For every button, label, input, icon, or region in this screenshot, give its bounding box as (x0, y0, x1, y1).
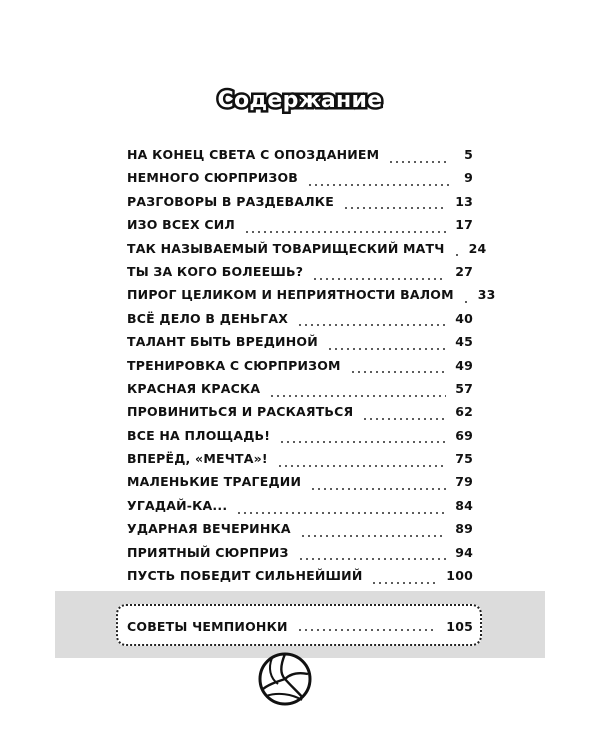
toc-row[interactable] (127, 287, 496, 310)
toc-page-number: 13 (455, 193, 473, 209)
toc-leader-dots (307, 184, 450, 186)
toc-leader-dots (310, 488, 446, 490)
toc-leader-dots (297, 324, 446, 326)
toc-page-number: 89 (455, 521, 473, 537)
toc-chapter-title: ВСЁ ДЕЛО В ДЕНЬГАХ (127, 310, 289, 326)
toc-chapter-title: ПРОВИНИТЬСЯ И РАСКАЯТЬСЯ (127, 404, 354, 420)
toc-row[interactable] (127, 451, 473, 474)
toc-row[interactable] (127, 498, 473, 521)
toc-leader-dots (298, 558, 447, 560)
toc-chapter-title: УГАДАЙ-КА... (127, 497, 228, 513)
toc-page-number: 49 (455, 357, 473, 373)
toc-page-number: 40 (455, 310, 473, 326)
toc-leader-dots (277, 465, 446, 467)
toc-leader-dots (269, 395, 446, 397)
toc-leader-dots (463, 301, 469, 303)
bonus-page-number: 105 (446, 619, 473, 634)
toc-page-number: 100 (446, 568, 473, 584)
toc-leader-dots (350, 371, 447, 373)
toc-leader-dots (297, 629, 438, 631)
toc-leader-dots (454, 254, 460, 256)
toc-page-number: 27 (455, 263, 473, 279)
toc-page-number: 9 (464, 170, 473, 186)
toc-page-number: 17 (455, 217, 473, 233)
toc-page-number: 62 (455, 404, 473, 420)
toc-page-number: 84 (455, 497, 473, 513)
toc-chapter-title: НЕМНОГО СЮРПРИЗОВ (127, 170, 298, 186)
toc-leader-dots (327, 348, 446, 350)
toc-row[interactable] (127, 381, 473, 404)
toc-page-number: 5 (464, 147, 473, 162)
toc-row[interactable] (127, 311, 473, 334)
bonus-chapter-title: СОВЕТЫ ЧЕМПИОНКИ (127, 619, 288, 634)
toc-chapter-title: ТРЕНИРОВКА С СЮРПРИЗОМ (127, 357, 341, 373)
toc-leader-dots (343, 207, 446, 209)
toc-row[interactable] (127, 334, 473, 357)
toc-row[interactable] (127, 264, 473, 287)
toc-row[interactable] (127, 568, 473, 591)
toc-chapter-title: НА КОНЕЦ СВЕТА С ОПОЗДАНИЕМ (127, 147, 380, 162)
toc-page-number: 94 (455, 544, 473, 560)
page-title: Содержание (217, 88, 383, 113)
toc-row[interactable] (127, 545, 473, 568)
toc-chapter-title: ПУСТЬ ПОБЕДИТ СИЛЬНЕЙШИЙ (127, 568, 363, 584)
toc-row[interactable] (127, 474, 473, 497)
toc-chapter-title: ПИРОГ ЦЕЛИКОМ И НЕПРИЯТНОСТИ ВАЛОМ (127, 287, 454, 303)
toc-leader-dots (244, 231, 446, 233)
toc-row[interactable] (127, 240, 487, 264)
toc-page-number: 79 (455, 474, 473, 490)
toc-leader-dots (312, 278, 446, 280)
toc-leader-dots (388, 161, 450, 163)
toc-leader-dots (279, 441, 446, 443)
toc-row[interactable] (127, 147, 473, 170)
bonus-toc-row[interactable] (127, 619, 473, 634)
toc-chapter-title: ИЗО ВСЕХ СИЛ (127, 217, 235, 233)
toc-row[interactable] (127, 194, 473, 217)
toc-chapter-title: КРАСНАЯ КРАСКА (127, 380, 261, 396)
toc-leader-dots (371, 582, 437, 584)
toc-page-number: 69 (455, 427, 473, 443)
toc-leader-dots (236, 512, 446, 514)
toc-row[interactable] (127, 404, 473, 427)
toc-page-number: 57 (455, 380, 473, 396)
toc-chapter-title: ВПЕРЁД, «МЕЧТА»! (127, 451, 268, 467)
toc-chapter-title: РАЗГОВОРЫ В РАЗДЕВАЛКЕ (127, 193, 334, 209)
toc-page-number: 45 (455, 334, 473, 350)
toc-leader-dots (300, 535, 446, 537)
toc-page-number: 33 (477, 287, 496, 303)
toc-row[interactable] (127, 217, 473, 240)
toc-chapter-title: ВСЕ НА ПЛОЩАДЬ! (127, 427, 271, 443)
volleyball-icon (258, 652, 312, 706)
toc-chapter-title: ПРИЯТНЫЙ СЮРПРИЗ (127, 544, 289, 560)
toc-leader-dots (362, 418, 446, 420)
table-of-contents (127, 147, 496, 591)
toc-page-number: 75 (455, 451, 473, 467)
toc-chapter-title: ТЫ ЗА КОГО БОЛЕЕШЬ? (127, 263, 304, 279)
toc-row[interactable] (127, 358, 473, 381)
toc-chapter-title: ТАЛАНТ БЫТЬ ВРЕДИНОЙ (127, 334, 318, 350)
toc-row[interactable] (127, 521, 473, 544)
toc-chapter-title: МАЛЕНЬКИЕ ТРАГЕДИИ (127, 474, 302, 490)
toc-page-number: 24 (468, 240, 487, 256)
toc-row[interactable] (127, 428, 473, 451)
toc-chapter-title: ТАК НАЗЫВАЕМЫЙ ТОВАРИЩЕСКИЙ МАТЧ (127, 240, 445, 256)
toc-chapter-title: УДАРНАЯ ВЕЧЕРИНКА (127, 521, 291, 537)
toc-row[interactable] (127, 170, 473, 193)
